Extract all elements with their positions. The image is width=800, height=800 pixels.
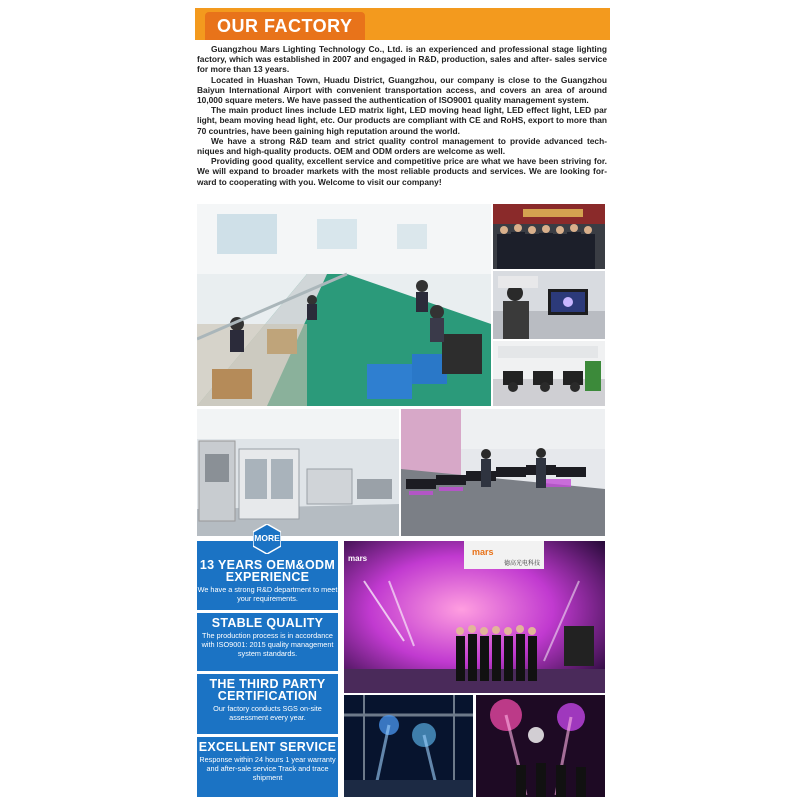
brand-sign-left: mars xyxy=(348,554,368,563)
intro-paragraph: Providing good quality, excellent service and competitive price are what we have been striving for. We will expand to broader markets with the most reliable products and services. We are looking for- ward to cooperating with you. Welcome to visit our company! xyxy=(197,156,607,187)
feature-stable-quality xyxy=(197,613,338,671)
feature-title: THE THIRD PARTY CERTIFICATION xyxy=(209,677,326,703)
factory-page xyxy=(195,0,610,800)
office-computer-photo xyxy=(493,271,605,339)
feature-desc: The production process is in accordance with ISO9001: 2015 quality management system standards. xyxy=(201,631,334,658)
feature-third-party xyxy=(197,674,338,734)
more-button[interactable]: MORE xyxy=(254,533,280,543)
features-panel xyxy=(195,541,338,800)
brand-sign-cn: 德高光电科技 xyxy=(504,560,541,567)
feature-title: STABLE QUALITY xyxy=(211,616,324,630)
feature-title: 13 YEARS OEM&ODM EXPERIENCE xyxy=(199,558,336,584)
stage-show-pink-photo xyxy=(476,695,605,797)
production-line-photo xyxy=(197,204,491,406)
team-photo xyxy=(493,204,605,269)
office-room-photo xyxy=(493,341,605,406)
feature-desc: Our factory conducts SGS on-site assessment every year. xyxy=(213,704,322,722)
intro-text xyxy=(197,44,607,187)
showroom-stage-photo xyxy=(344,541,605,693)
stage-show-blue-photo xyxy=(344,695,473,797)
feature-desc: Response within 24 hours 1 year warranty and after-sale service Track and trace shipment xyxy=(199,755,336,782)
intro-paragraph: Guangzhou Mars Lighting Technology Co., Ltd. is an experienced and professional stage lighting factory, which was established in 2007 and engaged in R&D, production, sales and after- sales service for more than 13 years. xyxy=(197,44,607,75)
brand-sign-text: mars xyxy=(472,547,494,557)
intro-paragraph: Located in Huashan Town, Huadu District, Guangzhou, our company is close to the Guangzhou Baiyun International Airport with convenient transportation access, and covers an area of around 10,000 square meters. We have passed the authentication of ISO9001 quality management system. xyxy=(197,74,607,106)
feature-excellent-service xyxy=(197,737,338,797)
intro-paragraph: We have a strong R&D team and strict quality control management to provide advanced tech- niques and high-quality products. OEM and ODM orders are welcome as well. xyxy=(197,135,607,157)
header-bar xyxy=(195,8,610,40)
intro-paragraph: The main product lines include LED matrix light, LED moving head light, LED effect light, LED par light, beam moving head light, etc. Our products are compliant with CE and RoHS, export to more than 70 countries, have been gaining high reputation around the world. xyxy=(197,105,607,136)
feature-desc: We have a strong R&D department to meet your requirements. xyxy=(197,585,338,603)
testing-lab-photo xyxy=(197,409,399,536)
aging-test-photo xyxy=(401,409,605,536)
page-title: OUR FACTORY xyxy=(205,12,365,40)
feature-title: EXCELLENT SERVICE xyxy=(198,740,337,754)
